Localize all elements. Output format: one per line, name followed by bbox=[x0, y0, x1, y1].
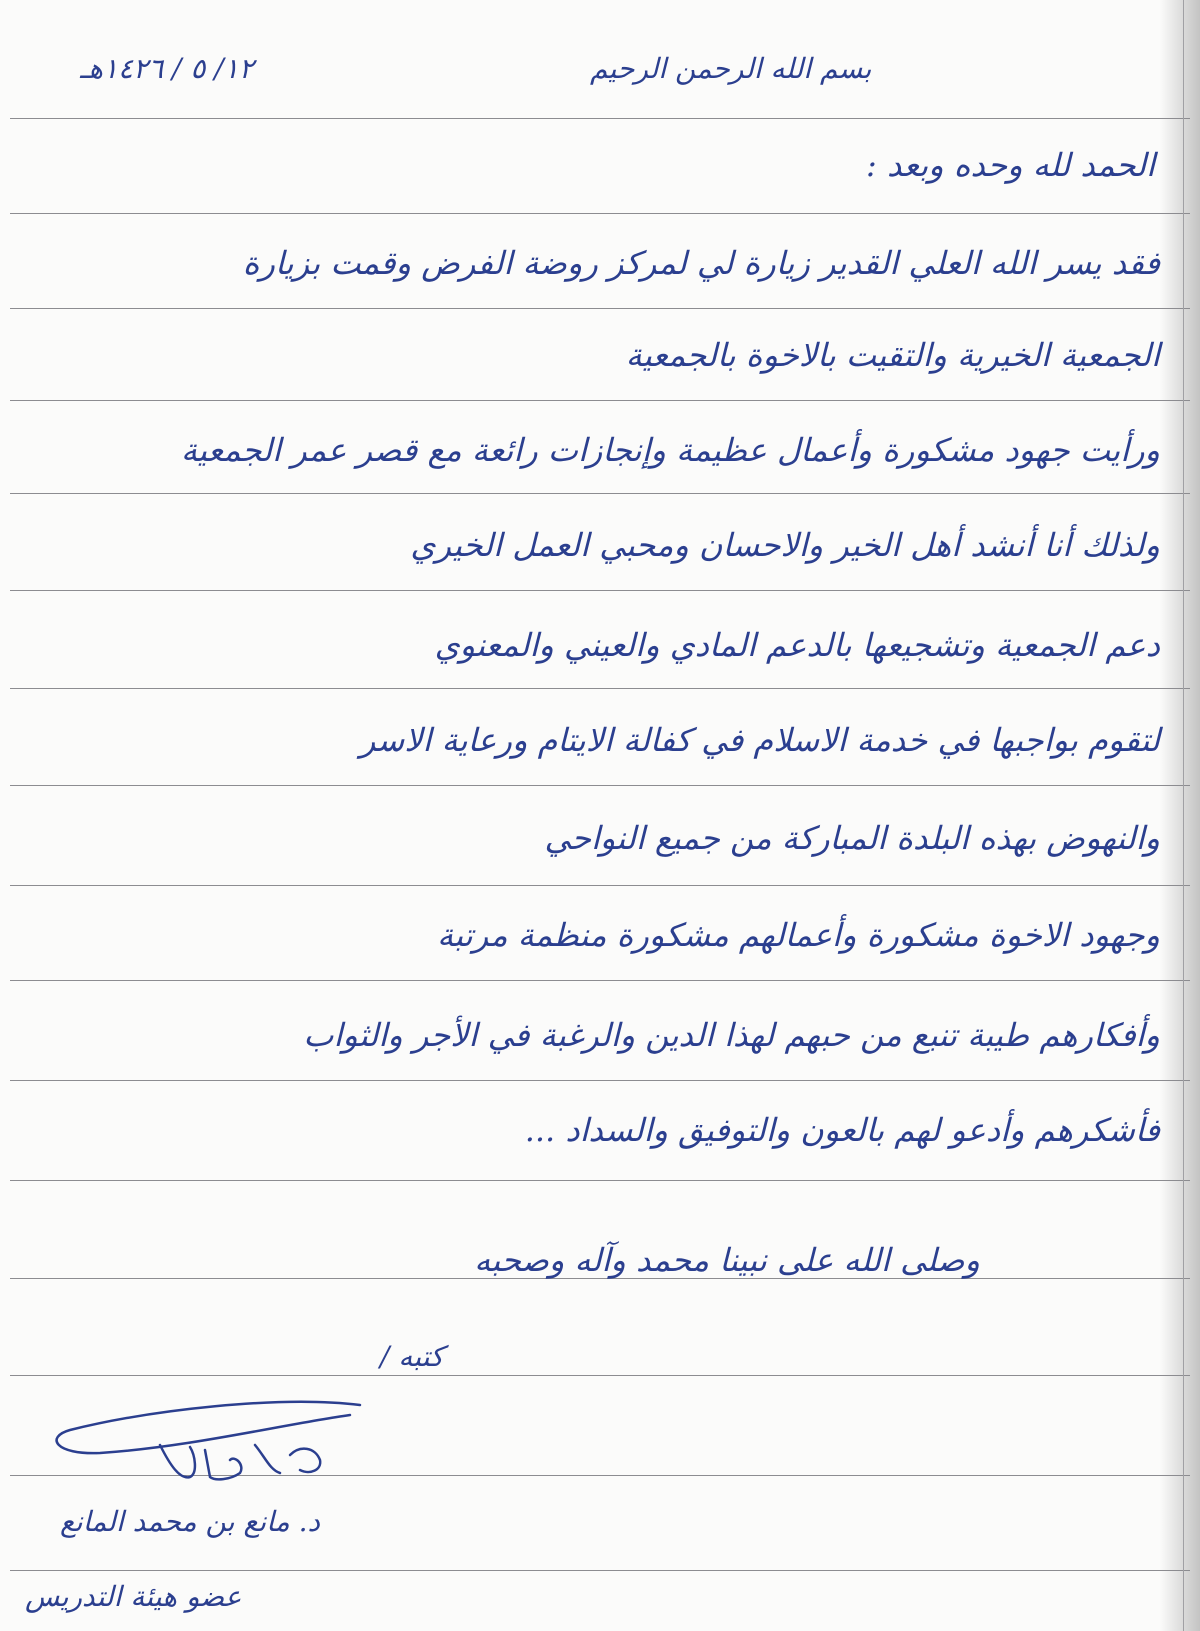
basmala: بسم الله الرحمن الرحيم bbox=[590, 52, 872, 85]
ruled-line bbox=[10, 590, 1190, 591]
ruled-line bbox=[10, 213, 1190, 214]
signer-title: عضو هيئة التدريس bbox=[25, 1580, 242, 1613]
ruled-line bbox=[10, 493, 1190, 494]
letter-line: الجمعية الخيرية والتقيت بالاخوة بالجمعية bbox=[625, 336, 1160, 374]
ruled-line bbox=[10, 885, 1190, 886]
closing-prayer: وصلى الله على نبينا محمد وآله وصحبه bbox=[474, 1241, 980, 1279]
signer-name: د. مانع بن محمد المانع bbox=[60, 1505, 320, 1538]
ruled-line bbox=[10, 1180, 1190, 1181]
ruled-line bbox=[10, 308, 1190, 309]
letter-line: لتقوم بواجبها في خدمة الاسلام في كفالة الايتام ورعاية الاسر bbox=[359, 721, 1160, 759]
ruled-line bbox=[10, 118, 1190, 119]
handwritten-signature bbox=[30, 1385, 430, 1505]
letter-line: دعم الجمعية وتشجيعها بالدعم المادي والعيني والمعنوي bbox=[434, 626, 1160, 664]
letter-date: ١٢/ ٥ / ١٤٢٦هـ bbox=[80, 52, 254, 85]
closing-label: كتبه / bbox=[380, 1340, 444, 1373]
letter-line: فأشكرهم وأدعو لهم بالعون والتوفيق والسداد ... bbox=[524, 1111, 1160, 1149]
letter-line: فقد يسر الله العلي القدير زيارة لي لمركز روضة الفرض وقمت بزيارة bbox=[242, 244, 1160, 282]
ruled-line bbox=[10, 1080, 1190, 1081]
ruled-line bbox=[10, 1570, 1190, 1571]
ruled-line bbox=[10, 980, 1190, 981]
letter-line: وجهود الاخوة مشكورة وأعمالهم مشكورة منظمة مرتبة bbox=[437, 916, 1160, 954]
ruled-line bbox=[10, 688, 1190, 689]
letter-line: وأفكارهم طيبة تنبع من حبهم لهذا الدين والرغبة في الأجر والثواب bbox=[303, 1016, 1160, 1054]
letter-line: والنهوض بهذه البلدة المباركة من جميع النواحي bbox=[544, 819, 1160, 857]
ruled-line bbox=[10, 1375, 1190, 1376]
ruled-line bbox=[10, 400, 1190, 401]
page-edge-line bbox=[1183, 0, 1184, 1631]
letter-line: ورأيت جهود مشكورة وأعمال عظيمة وإنجازات رائعة مع قصر عمر الجمعية bbox=[181, 431, 1160, 469]
ruled-line bbox=[10, 785, 1190, 786]
letter-line: ولذلك أنا أنشد أهل الخير والاحسان ومحبي العمل الخيري bbox=[410, 526, 1160, 564]
letter-opening: الحمد لله وحده وبعد : bbox=[866, 146, 1155, 184]
